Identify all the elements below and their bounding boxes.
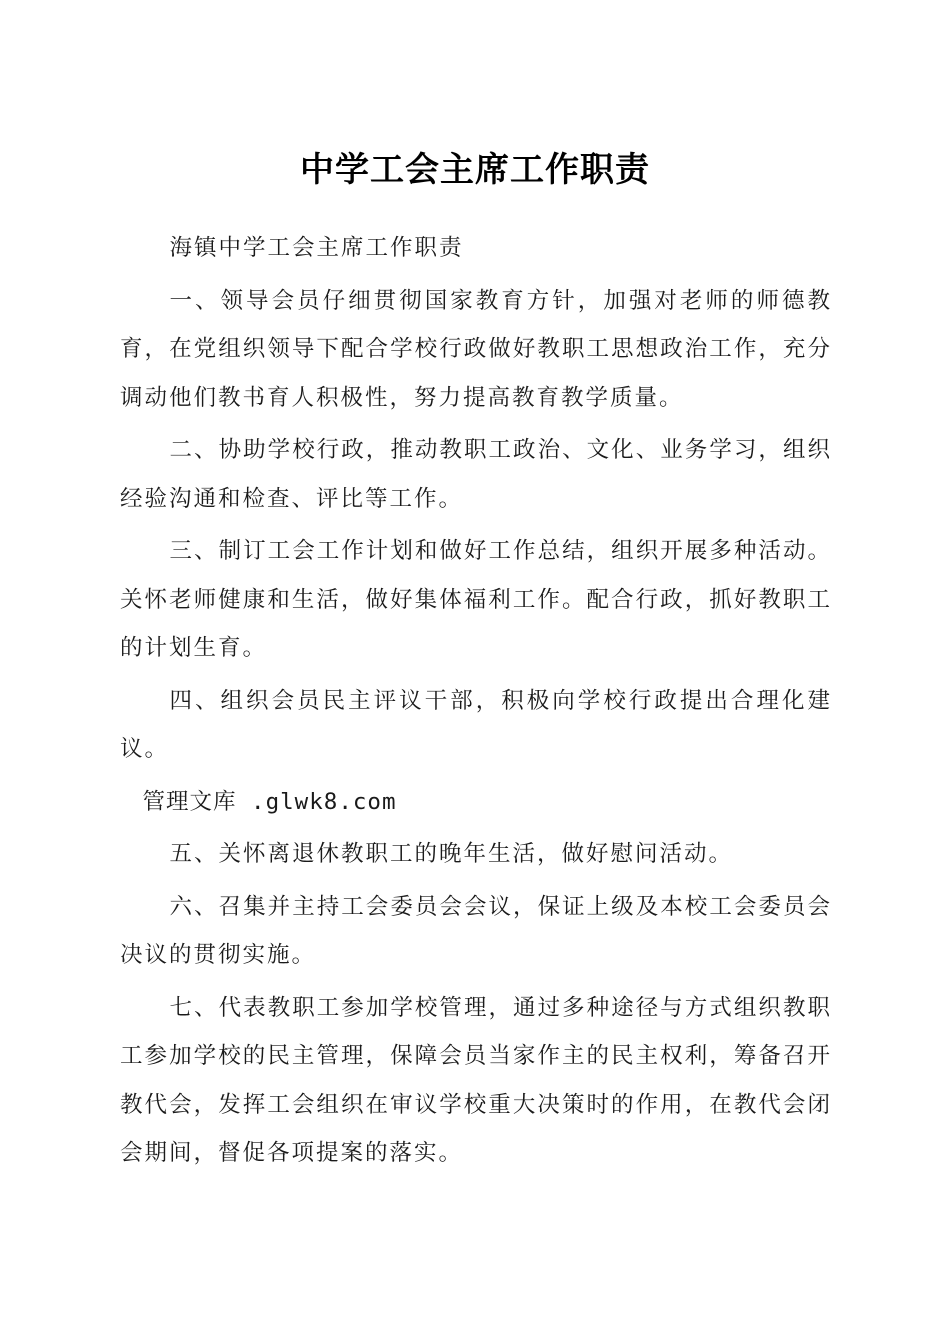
paragraph-5: 五、关怀离退休教职工的晚年生活，做好慰问活动。: [169, 841, 734, 867]
paragraph-2: 二、协助学校行政，推动教职工政治、文化、业务学习，组织经验沟通和检查、评比等工作。: [120, 437, 832, 512]
source-note: 管理文库 .glwk8.com: [142, 788, 397, 815]
document-title: 中学工会主席工作职责: [300, 150, 650, 190]
paragraph-1: 一、领导会员仔细贯彻国家教育方针，加强对老师的师德教育，在党组织领导下配合学校行政做好教职工思想政治工作，充分调动他们教书育人积极性，努力提高教育教学质量。: [120, 287, 832, 411]
document-body: [120, 224, 832, 1178]
paragraph-3: 三、制订工会工作计划和做好工作总结，组织开展多种活动。关怀老师健康和生活，做好集体福利工作。配合行政，抓好教职工的计划生育。: [120, 538, 832, 661]
paragraph-6: 六、召集并主持工会委员会会议，保证上级及本校工会委员会决议的贯彻实施。: [120, 893, 832, 968]
paragraph-7: 七、代表教职工参加学校管理，通过多种途径与方式组织教职工参加学校的民主管理，保障会员当家作主的民主权利，筹备召开教代会，发挥工会组织在审议学校重大决策时的作用，在教代会闭会期间，督促各项提案的落实。: [120, 994, 832, 1166]
paragraph-4: 四、组织会员民主评议干部，积极向学校行政提出合理化建议。: [120, 687, 832, 762]
document-subtitle: 海镇中学工会主席工作职责: [169, 235, 464, 261]
